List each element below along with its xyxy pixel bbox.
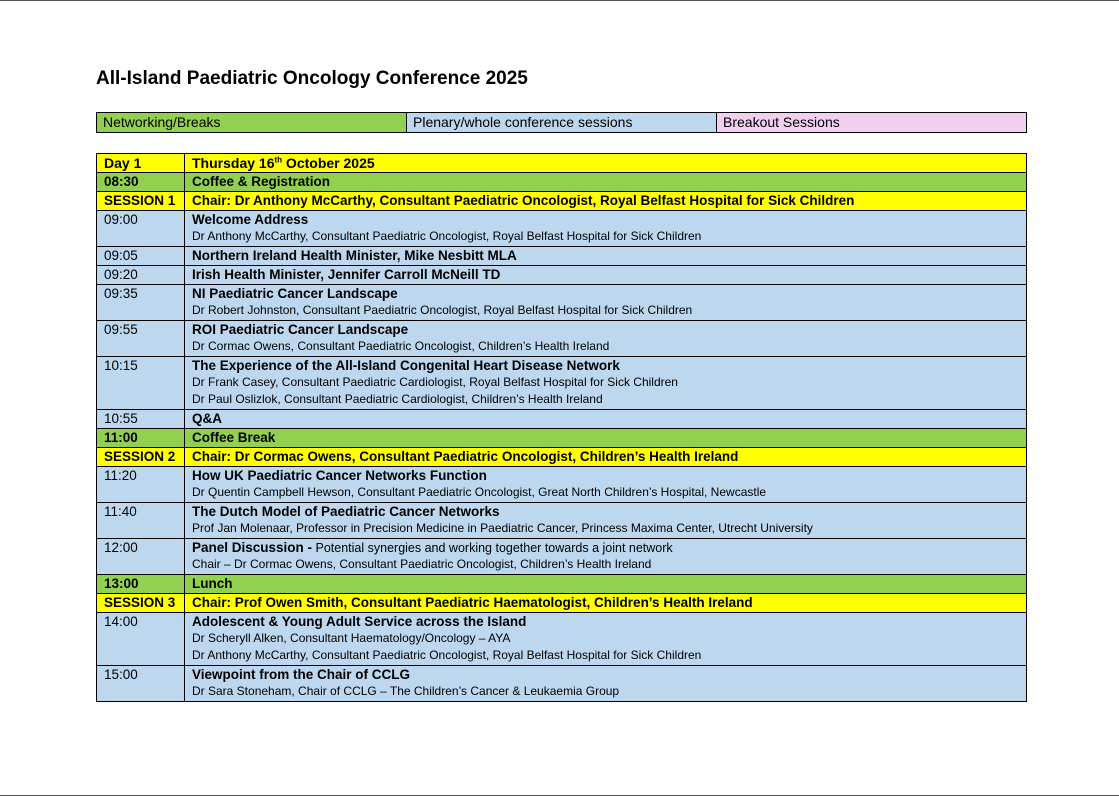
day-date-weekday: Thursday 16: [192, 155, 275, 171]
break-row: [97, 173, 1027, 192]
row-time: 09:20: [97, 266, 185, 285]
row-title-line: [192, 174, 1019, 190]
row-title-line: [192, 449, 1019, 465]
row-title-line: [192, 212, 1019, 228]
row-time: 11:20: [97, 467, 185, 503]
agenda-row: [97, 539, 1027, 575]
row-title-line: [192, 595, 1019, 611]
row-title: The Experience of the All-Island Congenital Heart Disease Network: [192, 358, 620, 373]
row-speaker: Dr Quentin Campbell Hewson, Consultant Paediatric Oncologist, Great North Children’s Hospital, Newcastle: [192, 485, 767, 499]
row-time: 10:15: [97, 357, 185, 410]
row-title-line: [192, 430, 1019, 446]
page-top-rule: [0, 0, 1119, 1]
row-time: 08:30: [97, 173, 185, 192]
day-date: [185, 154, 1027, 173]
row-title: Panel Discussion -: [192, 540, 313, 555]
row-title: Lunch: [192, 576, 233, 591]
row-content: [185, 613, 1027, 666]
row-time: SESSION 1: [97, 192, 185, 211]
row-content: [185, 357, 1027, 410]
row-speaker: Dr Paul Oslizlok, Consultant Paediatric Cardiologist, Children’s Health Ireland: [192, 392, 603, 406]
agenda-row: [97, 247, 1027, 266]
row-title: Adolescent & Young Adult Service across the Island: [192, 614, 527, 629]
row-content: [185, 503, 1027, 539]
row-content: [185, 247, 1027, 266]
row-time: SESSION 3: [97, 594, 185, 613]
row-title-line: [192, 193, 1019, 209]
agenda-row: [97, 321, 1027, 357]
row-content: [185, 666, 1027, 702]
row-title-line: [192, 267, 1019, 283]
row-time: 09:00: [97, 211, 185, 247]
row-title-line: [192, 504, 1019, 520]
row-content: [185, 211, 1027, 247]
row-content: [185, 266, 1027, 285]
row-time: SESSION 2: [97, 448, 185, 467]
agenda-row: [97, 211, 1027, 247]
row-content: [185, 321, 1027, 357]
row-title: Coffee & Registration: [192, 174, 331, 189]
row-title: ROI Paediatric Cancer Landscape: [192, 322, 409, 337]
break-row: [97, 575, 1027, 594]
row-title-line: [192, 322, 1019, 338]
row-content: [185, 594, 1027, 613]
row-title-line: [192, 358, 1019, 374]
schedule-rows: [97, 173, 1027, 702]
row-title: NI Paediatric Cancer Landscape: [192, 286, 398, 301]
agenda-row: [97, 467, 1027, 503]
row-title: Irish Health Minister, Jennifer Carroll McNeill TD: [192, 267, 501, 282]
row-content: [185, 410, 1027, 429]
row-title-line: [192, 614, 1019, 630]
row-time: 09:35: [97, 285, 185, 321]
day-date-suffix: th: [274, 155, 283, 165]
legend-row: [97, 113, 1027, 133]
row-title: Northern Ireland Health Minister, Mike Nesbitt MLA: [192, 248, 517, 263]
row-content: [185, 467, 1027, 503]
row-title: Q&A: [192, 411, 222, 426]
session-row: [97, 594, 1027, 613]
row-content: [185, 429, 1027, 448]
agenda-row: [97, 285, 1027, 321]
row-time: 10:55: [97, 410, 185, 429]
row-title: Viewpoint from the Chair of CCLG: [192, 667, 411, 682]
row-title: Chair: Dr Cormac Owens, Consultant Paediatric Oncologist, Children’s Health Ireland: [192, 449, 739, 464]
row-time: 11:40: [97, 503, 185, 539]
legend-table: [96, 112, 1027, 133]
row-title-line: [192, 286, 1019, 302]
row-title: Welcome Address: [192, 212, 309, 227]
day-header-row: [97, 154, 1027, 173]
row-title: The Dutch Model of Paediatric Cancer Networks: [192, 504, 500, 519]
row-title-line: [192, 468, 1019, 484]
legend-networking: Networking/Breaks: [97, 113, 407, 133]
row-content: [185, 448, 1027, 467]
row-speaker: Dr Scheryll Alken, Consultant Haematology/Oncology – AYA: [192, 631, 511, 645]
row-title-line: [192, 540, 1019, 556]
legend-breakout: Breakout Sessions: [717, 113, 1027, 133]
row-title-extra: Potential synergies and working together towards a joint network: [312, 541, 673, 555]
row-time: 11:00: [97, 429, 185, 448]
legend-plenary: Plenary/whole conference sessions: [407, 113, 717, 133]
row-content: [185, 285, 1027, 321]
row-speaker: Dr Cormac Owens, Consultant Paediatric Oncologist, Children’s Health Ireland: [192, 339, 610, 353]
agenda-row: [97, 613, 1027, 666]
row-speaker: Dr Anthony McCarthy, Consultant Paediatric Oncologist, Royal Belfast Hospital for Sick Children: [192, 229, 702, 243]
row-title-line: [192, 576, 1019, 592]
agenda-row: [97, 666, 1027, 702]
page-title: All-Island Paediatric Oncology Conference 2025: [96, 68, 528, 89]
schedule-table: [96, 153, 1027, 702]
row-speaker: Dr Anthony McCarthy, Consultant Paediatric Oncologist, Royal Belfast Hospital for Sick Children: [192, 648, 702, 662]
agenda-row: [97, 410, 1027, 429]
row-time: 09:55: [97, 321, 185, 357]
break-row: [97, 429, 1027, 448]
row-title: Chair: Dr Anthony McCarthy, Consultant Paediatric Oncologist, Royal Belfast Hospital for Sick Children: [192, 193, 855, 208]
session-row: [97, 192, 1027, 211]
row-time: 13:00: [97, 575, 185, 594]
day-date-rest: October 2025: [282, 155, 375, 171]
row-time: 14:00: [97, 613, 185, 666]
row-speaker: Prof Jan Molenaar, Professor in Precision Medicine in Paediatric Cancer, Princess Maxima Center, Utrecht University: [192, 521, 813, 535]
day-label: Day 1: [97, 154, 185, 173]
row-content: [185, 192, 1027, 211]
row-title-line: [192, 667, 1019, 683]
row-title: Coffee Break: [192, 430, 276, 445]
row-time: 15:00: [97, 666, 185, 702]
agenda-row: [97, 357, 1027, 410]
row-content: [185, 173, 1027, 192]
row-title: How UK Paediatric Cancer Networks Function: [192, 468, 487, 483]
session-row: [97, 448, 1027, 467]
row-time: 09:05: [97, 247, 185, 266]
row-speaker: Dr Sara Stoneham, Chair of CCLG – The Children’s Cancer & Leukaemia Group: [192, 684, 620, 698]
agenda-row: [97, 266, 1027, 285]
row-time: 12:00: [97, 539, 185, 575]
row-title-line: [192, 248, 1019, 264]
row-title-line: [192, 411, 1019, 427]
row-speaker: Chair – Dr Cormac Owens, Consultant Paediatric Oncologist, Children’s Health Ireland: [192, 557, 652, 571]
row-speaker: Dr Robert Johnston, Consultant Paediatric Oncologist, Royal Belfast Hospital for Sick Children: [192, 303, 693, 317]
row-title: Chair: Prof Owen Smith, Consultant Paediatric Haematologist, Children’s Health Ireland: [192, 595, 753, 610]
row-content: [185, 575, 1027, 594]
row-speaker: Dr Frank Casey, Consultant Paediatric Cardiologist, Royal Belfast Hospital for Sick Children: [192, 375, 678, 389]
row-content: [185, 539, 1027, 575]
agenda-row: [97, 503, 1027, 539]
